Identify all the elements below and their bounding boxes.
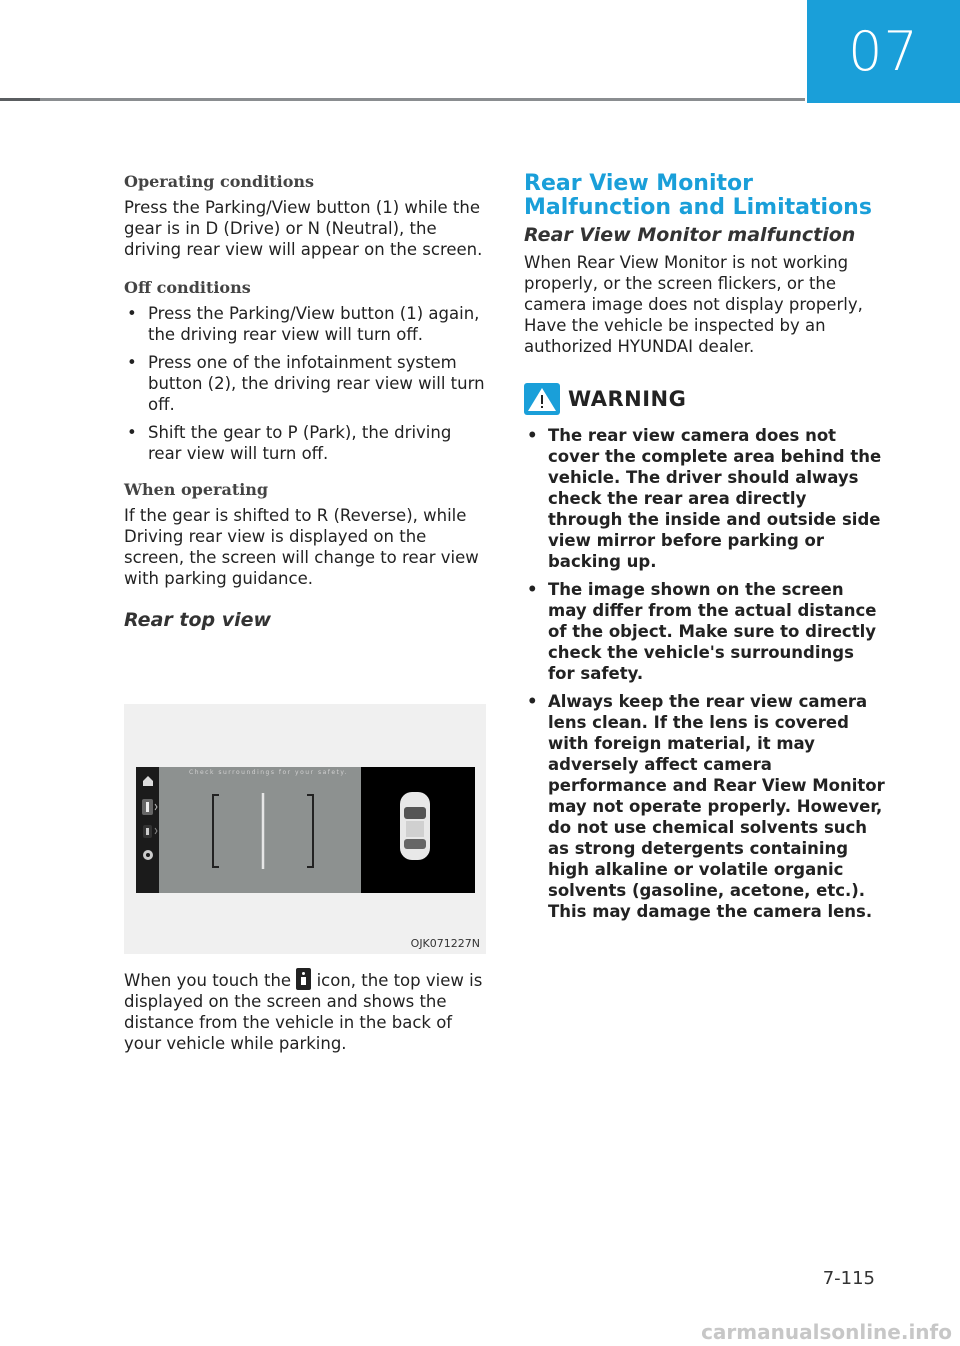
warning-icon	[524, 383, 560, 415]
list-item: • The rear view camera does not cover the complete area behind the vehicle. The driver should always check the rear area directly through the inside and outside side view mirror before parking or backing up.	[524, 425, 886, 572]
home-icon	[143, 776, 153, 786]
car-top-view-icon	[361, 767, 475, 893]
rear-view-icon	[142, 799, 157, 815]
malfunction-heading: Rear View Monitor malfunction	[524, 224, 856, 246]
top-view-icon	[143, 825, 157, 838]
off-conditions-heading: Off conditions	[124, 278, 251, 297]
top-view-panel	[361, 767, 475, 893]
header-rule	[0, 98, 805, 101]
touch-text-before: When you touch the	[124, 971, 292, 990]
figure-code: OJK071227N	[410, 937, 480, 950]
rear-top-view-figure	[124, 704, 486, 954]
top-view-inline-icon	[296, 968, 311, 990]
operating-conditions-heading: Operating conditions	[124, 172, 315, 191]
touch-text-after: icon, the top view is displayed on the screen and shows the distance from the vehicle in the back of your vehicle while parking.	[124, 971, 483, 1053]
when-operating-text: If the gear is shifted to R (Reverse), while Driving rear view is displayed on the screen, the screen will change to rear view with parking guidance.	[124, 506, 479, 588]
warning-list	[524, 425, 886, 922]
list-item: • The image shown on the screen may differ from the actual distance of the object. Make sure to directly check the vehicle's surroundings for safety.	[524, 579, 886, 684]
when-operating-heading: When operating	[124, 480, 269, 499]
list-item: • Always keep the rear view camera lens clean. If the lens is covered with foreign material, it may adversely affect camera performance and Rear View Monitor may not operate properly. However, do not use chemical solvents such as strong detergents containing high alkaline or volatile organic solvents (gasoline, acetone, etc.). This may damage the camera lens.	[524, 691, 886, 922]
off-conditions-list	[124, 303, 488, 464]
infotainment-screen	[136, 767, 475, 893]
right-column	[524, 172, 886, 929]
header-rule-accent	[0, 98, 40, 101]
touch-paragraph	[124, 968, 488, 1054]
parking-guidelines	[159, 767, 361, 893]
operating-conditions-text: Press the Parking/View button (1) while the gear is in D (Drive) or N (Neutral), the driving rear view will appear on the screen.	[124, 198, 483, 259]
sidebar-icons	[136, 767, 159, 893]
list-item: • Press the Parking/View button (1) again, the driving rear view will turn off.	[124, 303, 488, 345]
warning-header	[524, 383, 886, 415]
list-item: • Press one of the infotainment system button (2), the driving rear view will turn off.	[124, 352, 488, 415]
list-item: • Shift the gear to P (Park), the driving rear view will turn off.	[124, 422, 488, 464]
safety-message: Check surroundings for your safety.	[189, 769, 349, 776]
warning-title: WARNING	[568, 387, 687, 411]
gear-icon	[143, 850, 153, 860]
left-column	[124, 172, 488, 631]
camera-view	[159, 767, 361, 893]
chapter-tab: 07	[807, 0, 960, 103]
malfunction-text: When Rear View Monitor is not working properly, or the screen flickers, or the camera image does not display properly, Have the vehicle be inspected by an authorized HYUNDAI dealer.	[524, 253, 863, 356]
page-number: 7-115	[822, 1268, 875, 1289]
screen-sidebar	[136, 767, 159, 893]
section-title: Rear View Monitor Malfunction and Limitations	[524, 171, 872, 220]
watermark: carmanualsonline.info	[701, 1320, 952, 1344]
rear-top-view-heading: Rear top view	[124, 609, 272, 631]
